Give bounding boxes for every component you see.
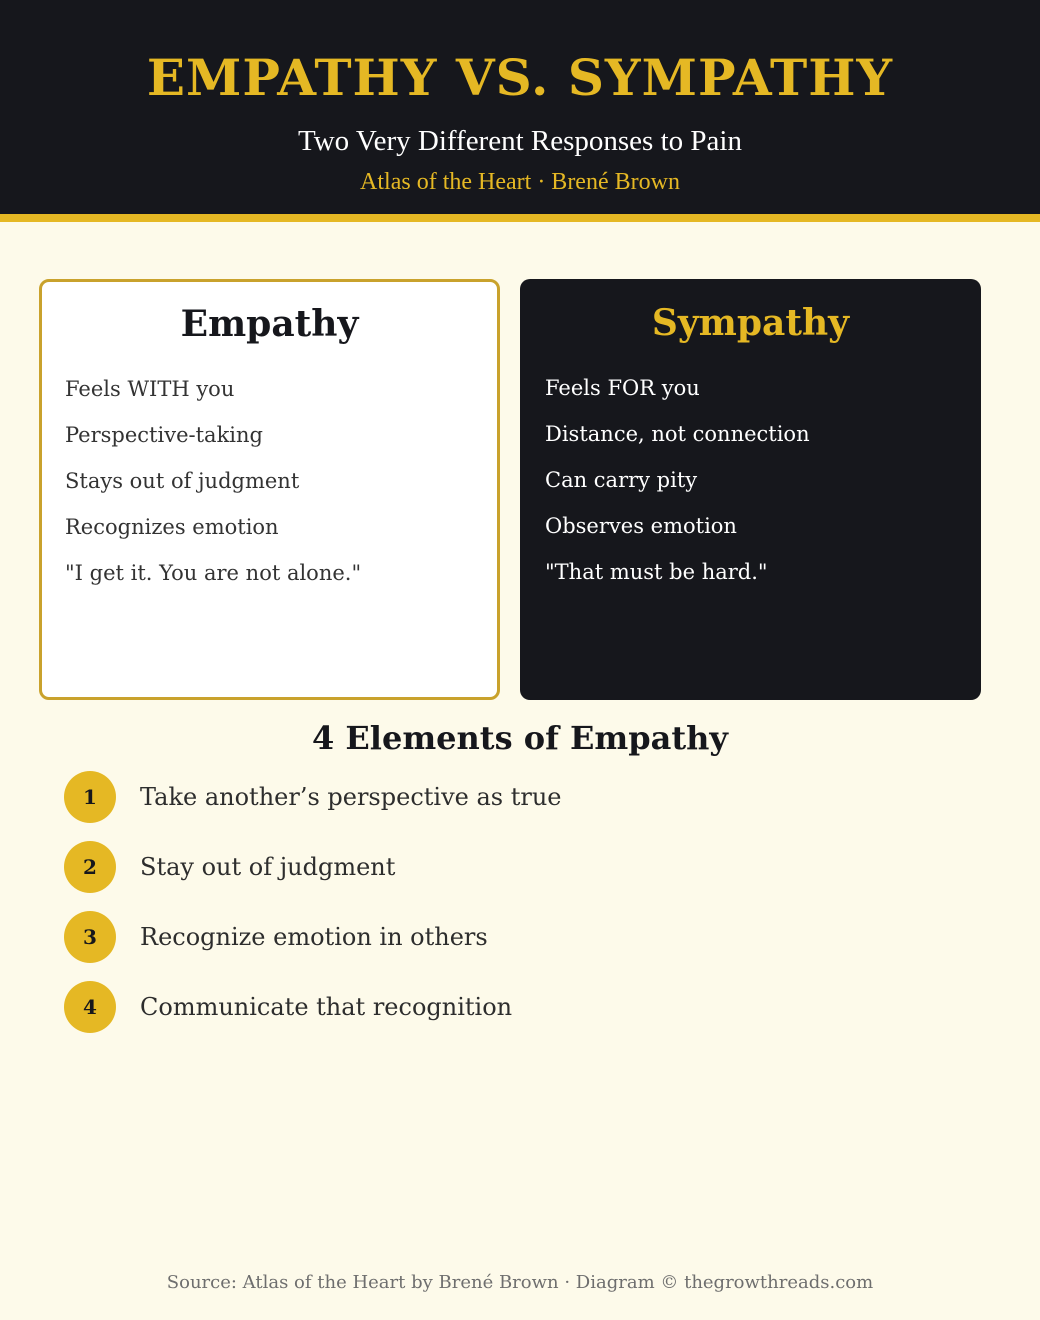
source-footer: Source: Atlas of the Heart by Brené Brown · Diagram © thegrowthreads.com <box>166 1272 874 1293</box>
empathy-trait: Perspective-taking <box>65 423 263 447</box>
byline: Atlas of the Heart · Brené Brown <box>360 169 680 195</box>
empathy-trait: "I get it. You are not alone." <box>65 561 362 585</box>
sympathy-trait: Feels FOR you <box>545 376 700 400</box>
sympathy-trait: Can carry pity <box>545 468 698 492</box>
empathy-traits-list <box>65 366 361 596</box>
empathy-trait: Feels WITH you <box>65 377 235 401</box>
sympathy-trait: "That must be hard." <box>545 560 768 584</box>
number-badge: 3 <box>64 911 116 963</box>
empathy-trait: Recognizes emotion <box>65 515 279 539</box>
element-text: Take another’s perspective as true <box>140 783 562 811</box>
sympathy-traits-list <box>545 365 810 595</box>
page-subtitle: Two Very Different Responses to Pain <box>298 125 742 157</box>
number-badge: 4 <box>64 981 116 1033</box>
empathy-card <box>39 279 500 700</box>
sympathy-trait: Observes emotion <box>545 514 737 538</box>
sympathy-card <box>520 279 981 700</box>
number-badge: 2 <box>64 841 116 893</box>
empathy-card-title: Empathy <box>180 303 359 345</box>
sympathy-card-title: Sympathy <box>651 302 850 344</box>
element-text: Recognize emotion in others <box>140 923 488 951</box>
page-title: EMPATHY VS. SYMPATHY <box>146 48 894 107</box>
header-banner <box>0 0 1040 222</box>
empathy-trait: Stays out of judgment <box>65 469 300 493</box>
number-badge: 1 <box>64 771 116 823</box>
element-text: Communicate that recognition <box>140 993 513 1021</box>
element-text: Stay out of judgment <box>140 853 396 881</box>
elements-section-title: 4 Elements of Empathy <box>312 719 728 757</box>
sympathy-trait: Distance, not connection <box>545 422 810 446</box>
